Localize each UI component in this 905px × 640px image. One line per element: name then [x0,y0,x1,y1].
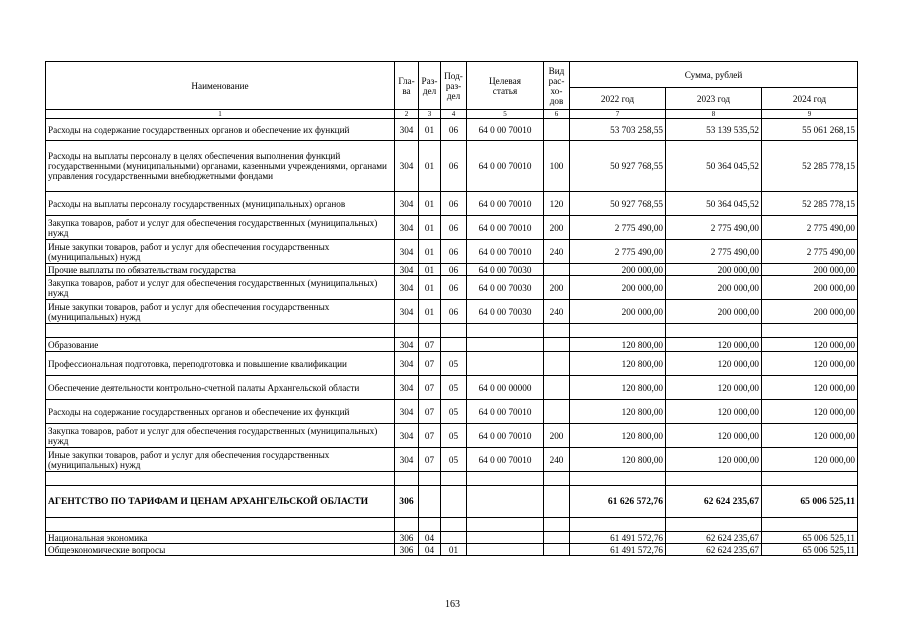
empty-cell [46,518,395,532]
row-sum-2023: 53 139 535,52 [666,119,762,141]
empty-cell [570,324,666,338]
table-row [46,532,858,544]
row-sum-2024: 65 006 525,11 [762,544,858,556]
row-podrazdel [441,338,467,352]
row-sum-2024: 120 000,00 [762,400,858,424]
row-razdel: 07 [419,352,441,376]
row-razdel [419,486,441,518]
row-expense-type [544,376,570,400]
row-sum-2023: 120 000,00 [666,424,762,448]
row-sum-2023: 50 364 045,52 [666,141,762,192]
empty-cell [467,518,544,532]
spacer-row [46,472,858,486]
row-podrazdel: 06 [441,119,467,141]
table-row [46,240,858,264]
row-sum-2024: 200 000,00 [762,264,858,276]
row-target-article [467,352,544,376]
row-glava: 304 [395,264,419,276]
row-name: Расходы на выплаты персоналу государственных (муниципальных) органов [46,192,395,216]
empty-cell [395,324,419,338]
empty-cell [666,324,762,338]
row-sum-2024: 200 000,00 [762,276,858,300]
page-number: 163 [445,599,460,610]
row-sum-2022: 120 800,00 [570,400,666,424]
row-expense-type: 200 [544,216,570,240]
table-row [46,216,858,240]
row-razdel: 01 [419,216,441,240]
row-expense-type [544,532,570,544]
row-sum-2024: 200 000,00 [762,300,858,324]
table-body [46,119,858,556]
row-razdel: 07 [419,376,441,400]
row-glava: 304 [395,424,419,448]
row-expense-type [544,544,570,556]
row-expense-type: 200 [544,276,570,300]
row-podrazdel: 05 [441,424,467,448]
row-razdel: 01 [419,192,441,216]
row-razdel: 01 [419,141,441,192]
header-expense-type: Вид рас- хо- дов [544,62,570,110]
empty-cell [395,472,419,486]
header-year-2022: 2022 год [570,88,666,110]
row-expense-type: 100 [544,141,570,192]
table-row [46,352,858,376]
row-sum-2024: 2 775 490,00 [762,240,858,264]
row-razdel: 01 [419,119,441,141]
row-sum-2022: 120 800,00 [570,448,666,472]
row-sum-2024: 120 000,00 [762,338,858,352]
row-sum-2024: 55 061 268,15 [762,119,858,141]
empty-cell [419,472,441,486]
row-sum-2023: 200 000,00 [666,276,762,300]
empty-cell [666,518,762,532]
index-cell: 8 [666,110,762,119]
row-sum-2022: 120 800,00 [570,352,666,376]
row-podrazdel: 06 [441,240,467,264]
row-target-article: 64 0 00 70010 [467,448,544,472]
row-podrazdel: 06 [441,276,467,300]
row-name: Профессиональная подготовка, переподготовка и повышение квалификации [46,352,395,376]
row-target-article: 64 0 00 70010 [467,141,544,192]
row-name: Прочие выплаты по обязательствам государства [46,264,395,276]
index-cell: 6 [544,110,570,119]
row-sum-2024: 2 775 490,00 [762,216,858,240]
table-row [46,300,858,324]
row-sum-2023: 62 624 235,67 [666,532,762,544]
row-name: Расходы на выплаты персоналу в целях обеспечения выполнения функций государственными (муниципальными) органами, казенными учреждениями, органами управления государственными внебюджетными фондами [46,141,395,192]
empty-cell [762,518,858,532]
row-target-article: 64 0 00 70010 [467,216,544,240]
row-sum-2022: 2 775 490,00 [570,216,666,240]
row-sum-2024: 65 006 525,11 [762,486,858,518]
empty-cell [544,518,570,532]
row-sum-2023: 120 000,00 [666,376,762,400]
row-sum-2022: 120 800,00 [570,424,666,448]
empty-cell [666,472,762,486]
header-sum: Сумма, рублей [570,62,858,88]
row-name: Закупка товаров, работ и услуг для обеспечения государственных (муниципальных) нужд [46,276,395,300]
row-glava: 304 [395,352,419,376]
row-razdel: 01 [419,264,441,276]
empty-cell [419,324,441,338]
row-name: Иные закупки товаров, работ и услуг для обеспечения государственных (муниципальных) нужд [46,240,395,264]
row-name: Иные закупки товаров, работ и услуг для обеспечения государственных (муниципальных) нужд [46,300,395,324]
row-glava: 304 [395,119,419,141]
row-sum-2024: 120 000,00 [762,376,858,400]
row-podrazdel: 06 [441,192,467,216]
empty-cell [419,518,441,532]
row-razdel: 04 [419,532,441,544]
row-sum-2024: 52 285 778,15 [762,192,858,216]
empty-cell [570,518,666,532]
row-sum-2022: 200 000,00 [570,300,666,324]
row-podrazdel: 05 [441,400,467,424]
table-row [46,448,858,472]
index-cell: 2 [395,110,419,119]
row-sum-2022: 53 703 258,55 [570,119,666,141]
table-header [46,62,858,119]
row-target-article [467,486,544,518]
header-razdel: Раз- дел [419,62,441,110]
row-expense-type: 240 [544,300,570,324]
row-sum-2023: 200 000,00 [666,264,762,276]
empty-cell [441,518,467,532]
row-podrazdel: 05 [441,448,467,472]
empty-cell [570,472,666,486]
table-row [46,544,858,556]
row-sum-2022: 2 775 490,00 [570,240,666,264]
row-sum-2023: 120 000,00 [666,352,762,376]
row-razdel: 07 [419,338,441,352]
row-target-article: 64 0 00 70030 [467,300,544,324]
row-razdel: 04 [419,544,441,556]
header-glava: Гла- ва [395,62,419,110]
column-index-row [46,110,858,119]
row-glava: 306 [395,486,419,518]
table-row [46,424,858,448]
row-podrazdel [441,486,467,518]
empty-cell [467,472,544,486]
row-target-article [467,532,544,544]
index-cell: 5 [467,110,544,119]
row-sum-2024: 65 006 525,11 [762,532,858,544]
row-name: Обеспечение деятельности контрольно-счетной палаты Архангельской области [46,376,395,400]
row-sum-2022: 120 800,00 [570,376,666,400]
row-podrazdel: 06 [441,264,467,276]
spacer-row [46,324,858,338]
index-cell: 1 [46,110,395,119]
row-name: Иные закупки товаров, работ и услуг для обеспечения государственных (муниципальных) нужд [46,448,395,472]
row-podrazdel: 06 [441,216,467,240]
empty-cell [467,324,544,338]
row-sum-2022: 120 800,00 [570,338,666,352]
row-sum-2023: 120 000,00 [666,400,762,424]
row-target-article [467,338,544,352]
empty-cell [544,324,570,338]
row-sum-2024: 52 285 778,15 [762,141,858,192]
header-podrazdel: Под- раз- дел [441,62,467,110]
table-row [46,376,858,400]
row-sum-2023: 120 000,00 [666,448,762,472]
row-target-article [467,544,544,556]
row-target-article: 64 0 00 00000 [467,376,544,400]
row-sum-2022: 50 927 768,55 [570,141,666,192]
row-sum-2023: 62 624 235,67 [666,544,762,556]
row-target-article: 64 0 00 70010 [467,400,544,424]
empty-cell [441,472,467,486]
row-glava: 304 [395,338,419,352]
row-sum-2024: 120 000,00 [762,352,858,376]
index-cell: 3 [419,110,441,119]
row-name: АГЕНТСТВО ПО ТАРИФАМ И ЦЕНАМ АРХАНГЕЛЬСКОЙ ОБЛАСТИ [46,486,395,518]
header-year-2024: 2024 год [762,88,858,110]
empty-cell [544,472,570,486]
row-podrazdel [441,532,467,544]
row-razdel: 07 [419,424,441,448]
table-row [46,486,858,518]
row-sum-2024: 120 000,00 [762,424,858,448]
row-expense-type: 240 [544,240,570,264]
row-glava: 304 [395,400,419,424]
row-sum-2023: 2 775 490,00 [666,240,762,264]
row-razdel: 01 [419,240,441,264]
empty-cell [441,324,467,338]
row-sum-2022: 61 626 572,76 [570,486,666,518]
row-sum-2023: 2 775 490,00 [666,216,762,240]
row-sum-2023: 200 000,00 [666,300,762,324]
row-expense-type [544,352,570,376]
row-expense-type [544,119,570,141]
table-row [46,141,858,192]
row-razdel: 07 [419,400,441,424]
index-cell: 7 [570,110,666,119]
row-glava: 304 [395,448,419,472]
row-target-article: 64 0 00 70030 [467,276,544,300]
row-podrazdel: 06 [441,141,467,192]
row-sum-2022: 61 491 572,76 [570,532,666,544]
row-sum-2022: 61 491 572,76 [570,544,666,556]
row-name: Образование [46,338,395,352]
row-target-article: 64 0 00 70010 [467,424,544,448]
row-sum-2023: 62 624 235,67 [666,486,762,518]
budget-table [45,61,858,556]
row-name: Расходы на содержание государственных органов и обеспечение их функций [46,119,395,141]
row-glava: 304 [395,240,419,264]
row-name: Расходы на содержание государственных органов и обеспечение их функций [46,400,395,424]
row-podrazdel: 06 [441,300,467,324]
empty-cell [46,324,395,338]
row-razdel: 01 [419,276,441,300]
row-target-article: 64 0 00 70010 [467,240,544,264]
row-glava: 306 [395,544,419,556]
row-sum-2023: 120 000,00 [666,338,762,352]
row-expense-type [544,338,570,352]
index-cell: 9 [762,110,858,119]
row-target-article: 64 0 00 70010 [467,192,544,216]
empty-cell [762,472,858,486]
row-expense-type [544,486,570,518]
row-expense-type: 200 [544,424,570,448]
row-name: Общеэкономические вопросы [46,544,395,556]
header-year-2023: 2023 год [666,88,762,110]
row-glava: 306 [395,532,419,544]
row-podrazdel: 01 [441,544,467,556]
row-glava: 304 [395,192,419,216]
row-name: Закупка товаров, работ и услуг для обеспечения государственных (муниципальных) нужд [46,216,395,240]
row-razdel: 01 [419,300,441,324]
row-expense-type [544,400,570,424]
row-expense-type: 120 [544,192,570,216]
header-name: Наименование [46,62,395,110]
row-sum-2023: 50 364 045,52 [666,192,762,216]
row-glava: 304 [395,216,419,240]
table-row [46,276,858,300]
row-sum-2024: 120 000,00 [762,448,858,472]
empty-cell [46,472,395,486]
row-name: Закупка товаров, работ и услуг для обеспечения государственных (муниципальных) нужд [46,424,395,448]
row-name: Национальная экономика [46,532,395,544]
empty-cell [395,518,419,532]
table-row [46,192,858,216]
row-glava: 304 [395,300,419,324]
row-expense-type: 240 [544,448,570,472]
empty-cell [762,324,858,338]
header-target-article: Целевая статья [467,62,544,110]
table-row [46,400,858,424]
table-row [46,264,858,276]
row-podrazdel: 05 [441,352,467,376]
row-glava: 304 [395,141,419,192]
table-row [46,119,858,141]
row-expense-type [544,264,570,276]
row-sum-2022: 50 927 768,55 [570,192,666,216]
table-row [46,338,858,352]
row-target-article: 64 0 00 70030 [467,264,544,276]
spacer-row [46,518,858,532]
row-podrazdel: 05 [441,376,467,400]
row-glava: 304 [395,376,419,400]
row-sum-2022: 200 000,00 [570,264,666,276]
row-sum-2022: 200 000,00 [570,276,666,300]
row-target-article: 64 0 00 70010 [467,119,544,141]
index-cell: 4 [441,110,467,119]
row-glava: 304 [395,276,419,300]
row-razdel: 07 [419,448,441,472]
